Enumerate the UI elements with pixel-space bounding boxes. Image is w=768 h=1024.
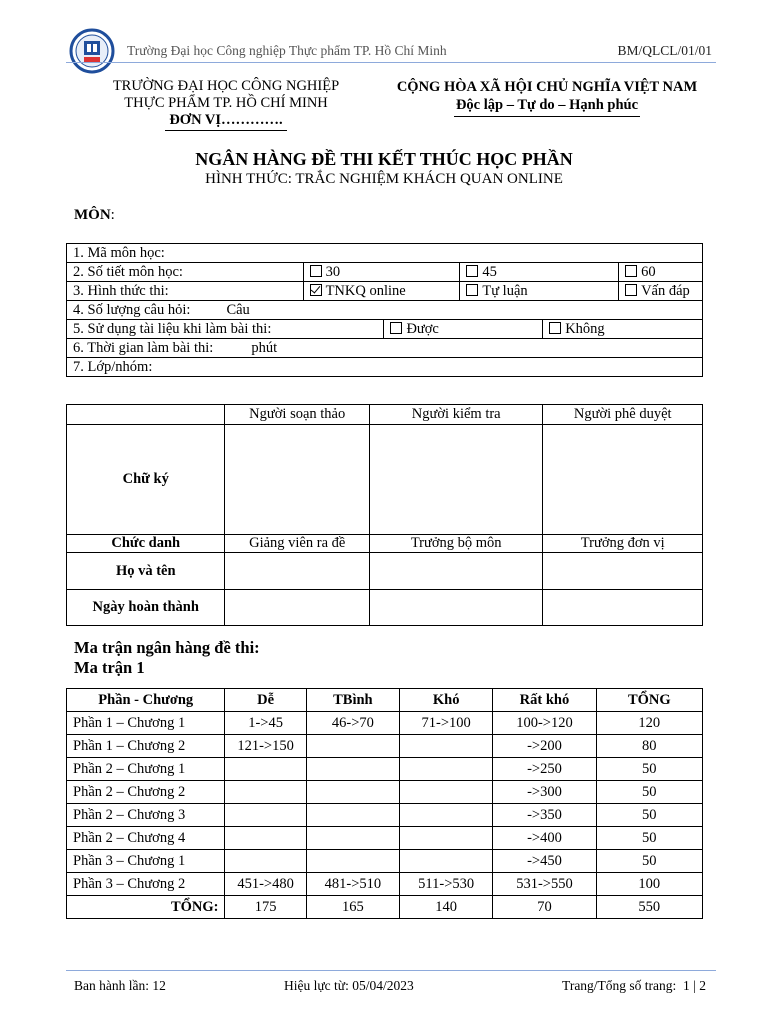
org-unit: ĐƠN VỊ…………. [169,112,283,128]
matrix-row [67,735,703,758]
matrix-row-label: Phần 2 – Chương 3 [67,804,225,827]
signature-approver [543,425,703,535]
approval-table [66,404,703,626]
signature-row [67,425,703,535]
info-row-code [67,244,703,263]
matrix-cell [306,850,399,873]
matrix-cell: 71->100 [400,712,493,735]
matrix-cell [225,804,306,827]
full-name-label: Họ và tên [67,553,225,590]
matrix-header-cell: TBình [306,689,399,712]
matrix-cell [225,850,306,873]
checkbox-icon[interactable] [625,284,637,296]
matrix-cell [400,850,493,873]
matrix-cell [400,758,493,781]
info-row-questions [67,301,703,320]
matrix-cell: 50 [596,850,702,873]
question-count-cell: 4. Số lượng câu hỏi: Câu [67,301,703,320]
matrix-subheading: Ma trận 1 [74,658,145,677]
matrix-cell [400,804,493,827]
header-divider [66,62,716,63]
matrix-header-row [67,689,703,712]
approval-col-drafter: Người soạn thảo [225,405,369,425]
matrix-cell: ->300 [493,781,596,804]
org-block [90,78,362,129]
matrix-row [67,781,703,804]
periods-label: 2. Số tiết môn học: [67,263,304,282]
position-reviewer: Trưởng bộ môn [369,535,543,553]
name-row [67,553,703,590]
matrix-cell: ->250 [493,758,596,781]
matrix-header-cell: Rất khó [493,689,596,712]
position-label: Chức danh [67,535,225,553]
name-reviewer [369,553,543,590]
duration-cell: 6. Thời gian làm bài thi: phút [67,339,703,358]
header-form-code: BM/QLCL/01/01 [617,43,712,58]
total-cell: 140 [400,896,493,919]
approval-corner [67,405,225,425]
unit-underline [165,130,287,131]
footer-divider [66,970,716,971]
matrix-header-cell: TỔNG [596,689,702,712]
info-row-materials [67,320,703,339]
subject-colon: : [110,207,115,223]
nation-motto: Độc lập – Tự do – Hạnh phúc [454,97,640,117]
name-drafter [225,553,369,590]
school-logo [66,28,118,74]
matrix-cell: 511->530 [400,873,493,896]
course-code-label: 1. Mã môn học: [67,244,703,263]
completion-date-label: Ngày hoàn thành [67,590,225,626]
matrix-cell [400,781,493,804]
checkbox-checked-icon[interactable] [310,284,322,296]
matrix-row [67,758,703,781]
materials-label: 5. Sử dụng tài liệu khi làm bài thi: [67,320,384,339]
total-cell: 165 [306,896,399,919]
matrix-row [67,804,703,827]
position-drafter: Giảng viên ra đề [225,535,369,553]
info-row-format [67,282,703,301]
org-line1: TRƯỜNG ĐẠI HỌC CÔNG NGHIỆP [112,78,340,94]
matrix-row-label: Phần 2 – Chương 2 [67,781,225,804]
name-approver [543,553,703,590]
matrix-row [67,850,703,873]
matrix-cell: 121->150 [225,735,306,758]
matrix-cell: ->200 [493,735,596,758]
matrix-cell: 50 [596,827,702,850]
nation-line1: CỘNG HÒA XÃ HỘI CHỦ NGHĨA VIỆT NAM [396,79,698,95]
checkbox-icon[interactable] [549,322,561,334]
checkbox-icon[interactable] [466,284,478,296]
position-approver: Trưởng đơn vị [543,535,703,553]
periods-option-30[interactable]: 30 [303,263,460,282]
format-label: 3. Hình thức thi: [67,282,304,301]
info-row-duration [67,339,703,358]
approval-col-approver: Người phê duyệt [543,405,703,425]
total-label: TỔNG: [67,896,225,919]
date-reviewer [369,590,543,626]
footer-page-label: Trang/Tổng số trang: [562,978,677,993]
materials-option-not-allowed[interactable]: Không [543,320,703,339]
matrix-header-cell: Khó [400,689,493,712]
matrix-cell: 46->70 [306,712,399,735]
exam-info-table [66,243,703,377]
matrix-heading: Ma trận ngân hàng đề thi: [74,638,260,657]
footer-page-info [562,978,706,994]
matrix-cell: 80 [596,735,702,758]
checkbox-icon[interactable] [390,322,402,334]
class-group-label: 7. Lớp/nhóm: [67,358,703,377]
total-cell: 550 [596,896,702,919]
info-row-class [67,358,703,377]
date-approver [543,590,703,626]
matrix-total-row [67,896,703,919]
info-row-periods [67,263,703,282]
footer-issue: Ban hành lần: 12 [74,978,166,993]
matrix-body [67,712,703,896]
matrix-header-cell: Phần - Chương [67,689,225,712]
format-option-online[interactable]: TNKQ online [303,282,460,301]
org-line2: THỰC PHẨM TP. HỒ CHÍ MINH [124,95,328,111]
format-option-oral[interactable]: Vấn đáp [619,282,703,301]
matrix-header-cell: Dễ [225,689,306,712]
checkbox-icon[interactable] [310,265,322,277]
matrix-cell [306,804,399,827]
matrix-row-label: Phần 1 – Chương 1 [67,712,225,735]
matrix-cell: ->450 [493,850,596,873]
matrix-cell: 531->550 [493,873,596,896]
matrix-cell: ->350 [493,804,596,827]
periods-option-45[interactable]: 45 [460,263,619,282]
matrix-cell: 50 [596,758,702,781]
matrix-cell [400,735,493,758]
checkbox-icon[interactable] [625,265,637,277]
subject-label: MÔN [74,207,111,223]
footer-effective-date: Hiệu lực từ: 05/04/2023 [284,978,414,993]
matrix-cell [306,735,399,758]
matrix-cell [306,827,399,850]
approval-header-row [67,405,703,425]
matrix-cell: 50 [596,781,702,804]
matrix-row [67,827,703,850]
checkbox-icon[interactable] [466,265,478,277]
matrix-row-label: Phần 3 – Chương 2 [67,873,225,896]
matrix-cell: 481->510 [306,873,399,896]
nation-block [380,78,714,114]
signature-label: Chữ ký [67,425,225,535]
matrix-row [67,873,703,896]
matrix-cell: 451->480 [225,873,306,896]
matrix-cell [306,758,399,781]
matrix-cell [400,827,493,850]
subject-line [74,207,115,224]
matrix-cell: ->400 [493,827,596,850]
total-cell: 70 [493,896,596,919]
materials-option-allowed[interactable]: Được [384,320,543,339]
matrix-row [67,712,703,735]
signature-drafter [225,425,369,535]
matrix-row-label: Phần 2 – Chương 4 [67,827,225,850]
document-subtitle: HÌNH THỨC: TRẮC NGHIỆM KHÁCH QUAN ONLINE [205,171,563,187]
approval-col-reviewer: Người kiểm tra [369,405,543,425]
matrix-cell [225,758,306,781]
matrix-cell: 100 [596,873,702,896]
matrix-row-label: Phần 2 – Chương 1 [67,758,225,781]
footer-page-number: 1 | 2 [683,978,706,993]
matrix-cell [306,781,399,804]
date-row [67,590,703,626]
matrix-cell: 120 [596,712,702,735]
signature-reviewer [369,425,543,535]
matrix-cell [225,781,306,804]
date-drafter [225,590,369,626]
matrix-cell: 1->45 [225,712,306,735]
header-school-name: Trường Đại học Công nghiệp Thực phẩm TP. Hồ Chí Minh [127,43,447,58]
matrix-cell [225,827,306,850]
matrix-cell: 100->120 [493,712,596,735]
question-matrix-table [66,688,703,919]
matrix-cell: 50 [596,804,702,827]
periods-option-60[interactable]: 60 [619,263,703,282]
format-option-essay[interactable]: Tự luận [460,282,619,301]
matrix-row-label: Phần 1 – Chương 2 [67,735,225,758]
position-row [67,535,703,553]
document-title: NGÂN HÀNG ĐỀ THI KẾT THÚC HỌC PHẦN [195,149,573,169]
total-cell: 175 [225,896,306,919]
matrix-row-label: Phần 3 – Chương 1 [67,850,225,873]
